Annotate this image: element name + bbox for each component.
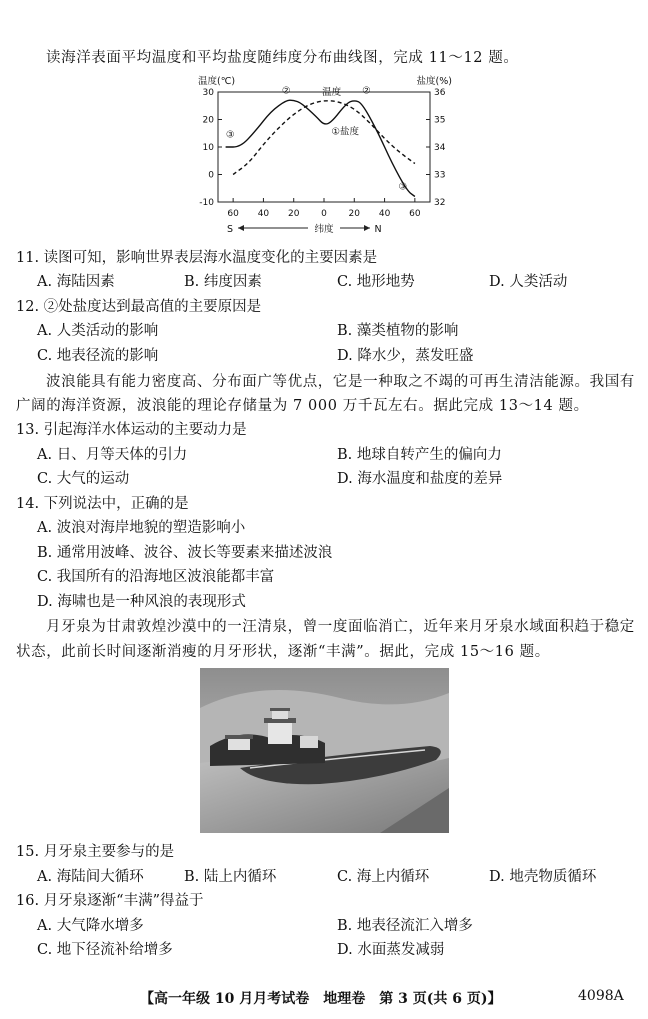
q15-option-c: C. 海上内循环: [337, 869, 430, 885]
right-tick-label: 32: [434, 198, 446, 208]
intro-13-14-line1: 波浪能具有能力密度高、分布面广等优点，它是一种取之不竭的可再生清洁能源。我国有: [46, 374, 635, 390]
left-tick-label: 20: [202, 115, 214, 126]
x-axis-title: 纬度: [314, 224, 334, 235]
right-tick-label: 35: [434, 115, 446, 126]
q11-option-b: B. 纬度因素: [184, 274, 262, 290]
left-tick-label: 30: [202, 88, 214, 98]
circle-3-left: ③: [225, 129, 235, 141]
exam-code: 4098A: [578, 988, 624, 1004]
q13-option-c: C. 大气的运动: [37, 471, 130, 487]
q14-option-a: A. 波浪对海岸地貌的塑造影响小: [37, 520, 246, 536]
left-axis-title: 温度(℃): [198, 76, 236, 87]
q16-option-d: D. 水面蒸发减弱: [337, 942, 445, 958]
q11-option-d: D. 人类活动: [489, 274, 568, 290]
left-tick-label: 10: [202, 143, 214, 153]
q12-option-a: A. 人类活动的影响: [37, 323, 159, 339]
q16-option-b: B. 地表径流汇入增多: [337, 918, 473, 934]
q11-stem: 11. 读图可知，影响世界表层海水温度变化的主要因素是: [16, 250, 378, 266]
temperature-salinity-chart: [190, 70, 460, 240]
q14-option-b: B. 通常用波峰、波谷、波长等要素来描述波浪: [37, 545, 333, 561]
q14-option-d: D. 海啸也是一种风浪的表现形式: [37, 594, 246, 610]
x-tick-label: 20: [348, 209, 361, 219]
q13-option-b: B. 地球自转产生的偏向力: [337, 447, 502, 463]
right-tick-label: 34: [434, 143, 446, 153]
intro-15-16-line1: 月牙泉为甘肃敦煌沙漠中的一汪清泉，曾一度面临消亡，近年来月牙泉水域面积趋于稳定: [46, 619, 635, 635]
q13-stem: 13. 引起海洋水体运动的主要动力是: [16, 422, 247, 438]
q14-stem: 14. 下列说法中，正确的是: [16, 496, 189, 512]
intro-15-16-line2: 状态，此前长时间逐渐消瘦的月牙形状，逐渐“丰满”。据此，完成 15～16 题。: [16, 644, 550, 660]
q16-option-a: A. 大气降水增多: [37, 918, 144, 934]
circle-2-right: ②: [362, 85, 371, 97]
x-tick-label: 60: [227, 209, 239, 219]
intro-13-14-line2: 广阔的海洋资源，波浪能的理论存储量为 7 000 万千瓦左右。据此完成 13～14 题。: [16, 398, 589, 414]
circle-3-right: ③: [398, 181, 408, 193]
q11-option-c: C. 地形地势: [337, 274, 415, 290]
arrow-left-head: [238, 225, 244, 231]
q14-option-c: C. 我国所有的沿海地区波浪能都丰富: [37, 569, 275, 585]
salinity-series-line: [226, 100, 415, 196]
x-tick-label: 60: [409, 209, 421, 219]
circle-2-left: ②: [281, 85, 291, 97]
q11-option-a: A. 海陆因素: [37, 274, 115, 290]
x-tick-label: 20: [287, 209, 300, 219]
q12-option-d: D. 降水少，蒸发旺盛: [337, 348, 474, 364]
temperature-series-line: [233, 101, 415, 175]
q13-option-d: D. 海水温度和盐度的差异: [337, 471, 503, 487]
crescent-spring-photo: [200, 668, 449, 833]
arrow-right-head: [364, 225, 370, 231]
left-tick-label: -10: [199, 198, 214, 208]
x-left-label: S: [226, 224, 234, 235]
right-tick-label: 36: [434, 88, 446, 98]
x-tick-label: 0: [321, 209, 327, 219]
right-tick-label: 33: [434, 170, 446, 181]
q15-stem: 15. 月牙泉主要参与的是: [16, 844, 175, 860]
right-axis-title: 盐度(%): [416, 76, 452, 87]
q16-stem: 16. 月牙泉逐渐“丰满”得益于: [16, 893, 204, 909]
x-tick-label: 40: [257, 209, 270, 219]
q15-option-a: A. 海陆间大循环: [37, 869, 144, 885]
intro-11-12: 读海洋表面平均温度和平均盐度随纬度分布曲线图，完成 11～12 题。: [46, 50, 519, 66]
q13-option-a: A. 日、月等天体的引力: [37, 447, 188, 463]
page-footer: 【高一年级 10 月月考试卷 地理卷 第 3 页(共 6 页)】: [140, 991, 502, 1007]
q12-stem: 12. ②处盐度达到最高值的主要原因是: [16, 299, 262, 315]
temperature-series-label: 温度: [322, 86, 342, 98]
q15-option-d: D. 地壳物质循环: [489, 869, 597, 885]
left-tick-label: 0: [208, 170, 214, 181]
q15-option-b: B. 陆上内循环: [184, 869, 277, 885]
q16-option-c: C. 地下径流补给增多: [37, 942, 173, 958]
x-tick-label: 40: [378, 209, 391, 219]
q12-option-b: B. 藻类植物的影响: [337, 323, 459, 339]
x-right-label: N: [374, 224, 382, 235]
salinity-annotation: ①盐度: [331, 126, 359, 138]
q12-option-c: C. 地表径流的影响: [37, 348, 159, 364]
